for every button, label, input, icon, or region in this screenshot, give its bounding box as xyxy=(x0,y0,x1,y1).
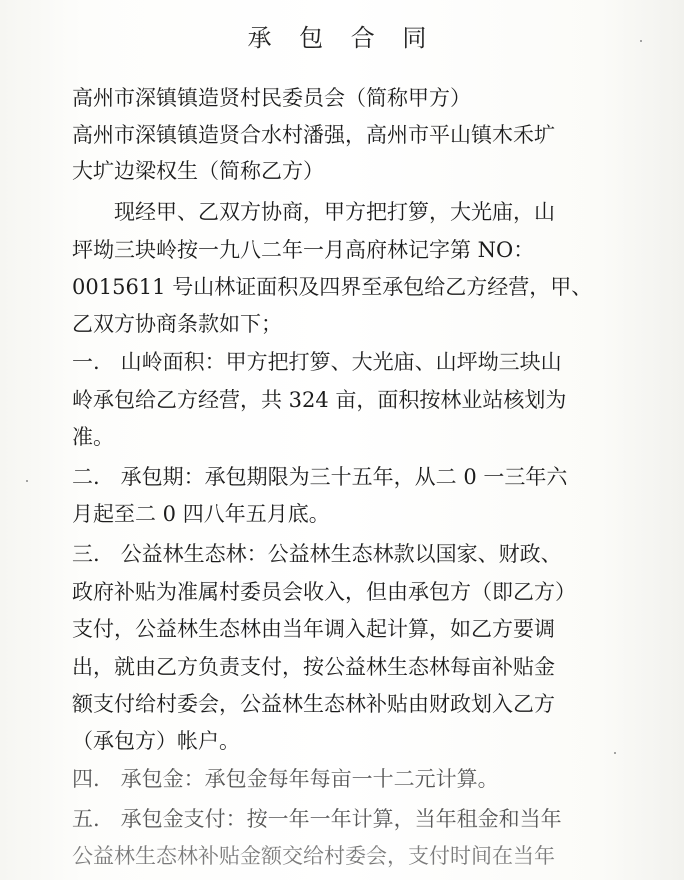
preamble-line-1: 现经甲、乙双方协商，甲方把打箩，大光庙，山 xyxy=(72,200,555,224)
clause-3-line-4: 出，就由乙方负责支付，按公益林生态林每亩补贴金 xyxy=(72,655,555,679)
clause-2-line-2: 月起至二 0 四八年五月底。 xyxy=(72,502,330,526)
clause-5-line-1: 五. 承包金支付：按一年一年计算，当年租金和当年 xyxy=(72,807,562,831)
preamble-line-2: 坪坳三块岭按一九八二年一月高府林记字第 NO： xyxy=(72,238,535,262)
preamble-line-4: 乙双方协商条款如下； xyxy=(72,312,282,336)
clause-3-line-2: 政府补贴为准属村委员会收入，但由承包方（即乙方） xyxy=(72,580,576,604)
clause-2-line-1: 二. 承包期：承包期限为三十五年，从二 0 一三年六 xyxy=(72,465,568,489)
clause-3-line-5: 额支付给村委会，公益林生态林补贴由财政划入乙方 xyxy=(72,692,555,716)
scan-speck xyxy=(614,752,616,754)
party-b-line-1: 高州市深镇镇造贤合水村潘强，高州市平山镇木禾圹 xyxy=(72,123,555,147)
clause-1-line-3: 准。 xyxy=(72,425,114,449)
clause-3-line-1: 三. 公益林生态林：公益林生态林款以国家、财政、 xyxy=(72,542,562,566)
scan-speck xyxy=(26,480,28,482)
clause-1-line-1: 一. 山岭面积：甲方把打箩、大光庙、山坪坳三块山 xyxy=(72,350,562,374)
document-title: 承 包 合 同 xyxy=(247,24,437,52)
clause-3-line-6: （承包方）帐户。 xyxy=(72,729,240,753)
clause-4-line-1: 四. 承包金：承包金每年每亩一十二元计算。 xyxy=(72,767,499,791)
clause-3-line-3: 支付，公益林生态林由当年调入起计算，如乙方要调 xyxy=(72,617,555,641)
party-a-line: 高州市深镇镇造贤村民委员会（简称甲方） xyxy=(72,86,471,110)
scan-speck xyxy=(640,40,642,42)
preamble-line-3: 0015611 号山林证面积及四界至承包给乙方经营，甲、 xyxy=(72,275,593,299)
clause-1-line-2: 岭承包给乙方经营，共 324 亩，面积按林业站核划为 xyxy=(72,388,567,412)
party-b-line-2: 大圹边梁权生（简称乙方） xyxy=(72,159,324,183)
clause-5-line-2: 公益林生态林补贴金额交给村委会，支付时间在当年 xyxy=(72,844,555,868)
